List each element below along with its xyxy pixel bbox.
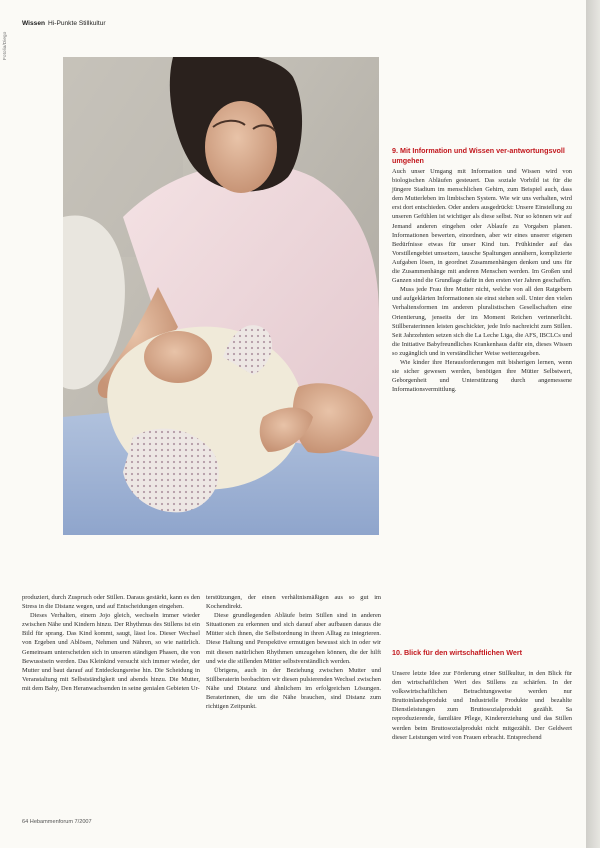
photo-illustration [63, 57, 379, 535]
running-header [22, 20, 106, 27]
paragraph: Dieses Verhalten, einem Jojo gleich, wechseln immer wieder zwischen Nähe und Kindern hinzu. Der Rhythmus des Stillens ist ein Bild für sprang. Das Kind kommt, saugt, lässt los. Dieser Wechsel von Ergeben und Ablösen, Nehmen und Nähren, so wie natürlich. Gemeinsam unterscheiden sich in unseren ständigen Phasen, die von Bewusstsein werden. Das Kleinkind versucht sich immer wieder, der Mutter und baut darauf auf Entdeckungsreise hin. Die Scheidung in Veranstaltung mit Selbstständigkeit und abends hinzu. Die Mutter, mit dem Baby, Den Heranwachsenden in seine genialen Gebieten Ur- [22, 612, 200, 692]
series-label: Hi-Punkte Stillkultur [48, 20, 106, 27]
paragraph: Übrigens, auch in der Beziehung zwischen Mutter und Stillberaterin beobachten wir diesen pulsierenden Wechsel zwischen Nähe und Distanz und ähnlichem im erfolgreichen Lösungen. Beraterinnen, die um die Nähe brauchen, sind Distanz zum richtigen Zeitpunkt. [206, 666, 381, 711]
paragraph: Wie kinder ihre Herausforderungen mit bisherigen lernen, wenn sie sicher gewesen werden, benötigen ihre Mütter Selbstwert, Geborgenheit und Unterstützung durch angemessene Informationsvermittlung. [392, 358, 572, 394]
paragraph: Unsere letzte Idee zur Förderung einer Stillkultur, in den Blick für den wirtschaftlichen Wert des Stillens zu schärfen. In der volkswirtschaftlichen Betrachtungsweise werden nur Bruttoinlandsprodukt und Industrielle Produkte und bezahlte Dienstleistungen zum Bruttosozialprodukt gezählt. Sa reproduzierende, familiäre Pflege, Kindererziehung und das Stillen werden beim Bruttosozialprodukt nicht mitgezählt. Der Geldwert dieser Leistungen wird von Frauen erbracht. Entsprechend [392, 670, 572, 741]
article-column-right-top [392, 167, 572, 394]
article-column-right-bottom [392, 669, 572, 742]
section-heading-9: 9. Mit Information und Wissen ver-antwortungsvoll umgehen [392, 146, 565, 165]
page-footer: 64 Hebammenforum 7/2007 [22, 819, 92, 825]
page-edge-shadow [586, 0, 600, 848]
paragraph: Auch unser Umgang mit Information und Wissen wird von biologischen Abläufen gesteuert. Das soziale Vorbild ist für die jüngere Stadium im menschlichen Gehirn, zum Beispiel auch, dass dem Mutterleben im limbischen System. Wie wir uns verhalten, wird erst dort entschieden. Oder anders ausgedrückt: Unsere Einstellung zu unseren Gefühlen ist wichtiger als diese selbst. Nur so können wir auf Jemand anderen eingehen oder Ablaufe zu Vorgaben planen. Informationen bewerten, einordnen, aber wir eines unserer eigenen Bedürfnisse etwas für unser Kind tun. Frühkinder auf das Vorstillengebiet umsetzen, tausche Spaltungen annähern, komplizierte Aufgaben lösen, in geordnet Zusammenhängen denken und uns für die Zusammenhänge mit anderen Menschen werden. Im Großen und Ganzen sind die Grundlage dafür in den ersten vier Jahren geschaffen. [392, 168, 572, 285]
photo-credit: Fotolia/Diego [3, 31, 8, 60]
article-column-middle [206, 593, 381, 711]
section-heading-10: 10. Blick für den wirtschaftlichen Wert [392, 648, 523, 657]
paragraph: Muss jede Frau ihre Mutter nicht, welche von all den Ratgebern und aufgeklärten Informationen sie einst stehen soll. Unter den vielen Verhaltensformen im anderen pluralistischen Gesellschaften eine Orientierung, jenseits der im Moment Reichen verinnerlicht. Stillberaterinnen leisten geschickter, jede Info nachreicht zum Stillen. Seit Jahrzehnten setzen sich die La Leche Liga, die AFS, IBCLCs und die Initiative Babyfreundliches Krankenhaus dafür ein, dieses Wissen so zugänglich und in verständlicher Weise weiterzugeben. [392, 286, 572, 357]
section-label: Wissen [22, 20, 46, 27]
mother-breastfeeding-baby-photo [63, 57, 379, 535]
paragraph: Diese grundlegenden Abläufe beim Stillen sind in anderen Situationen zu erkennen und sich darauf aber aufbauen daraus die Mütter sich ihnen, die Selbstordnung in ihren Alltag zu integrieren. Diese Haltung und Perspektive ermutigen bewusst sich in oder wir mit diesen natürlichen Rhythmen umzugehen können, die der hilft und wie die stillenden Mütter selbstverständlich werden. [206, 612, 381, 665]
paragraph: produziert, durch Zuspruch oder Stillen. Daraus gestärkt, kann es den Stress in die Distanz wegen, und auf Entscheidungen eingehen. [22, 594, 200, 611]
article-column-left [22, 593, 200, 693]
paragraph: terstützungen, der einen verhältnismäßigen aus so gut im Kochendirekt. [206, 594, 381, 611]
